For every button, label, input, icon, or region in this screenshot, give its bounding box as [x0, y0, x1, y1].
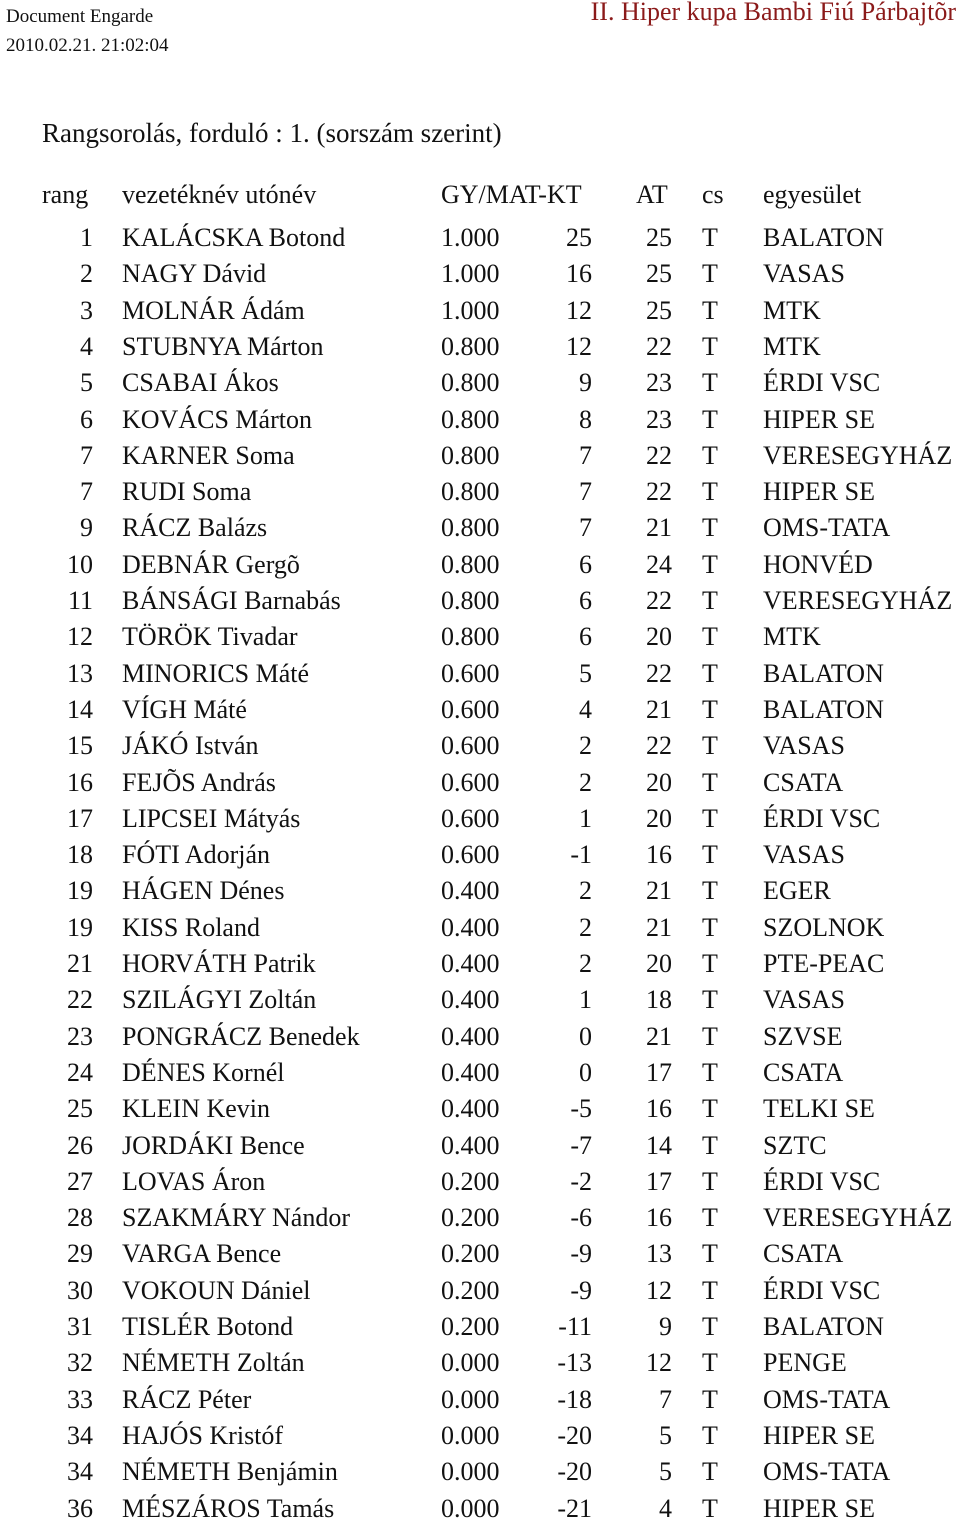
kt-cell: -18: [557, 1384, 592, 1414]
gy-mat-cell: 1.000: [441, 295, 500, 325]
gy-mat-cell: 0.000: [441, 1420, 500, 1450]
rank-cell: 25: [67, 1094, 93, 1124]
rank-cell: 10: [67, 549, 93, 579]
table-row: [0, 583, 960, 619]
kt-cell: -1: [570, 840, 592, 870]
kt-cell: 0: [579, 1057, 592, 1087]
at-cell: 22: [646, 731, 672, 761]
club-cell: MTK: [763, 331, 821, 361]
kt-cell: 12: [566, 331, 592, 361]
gy-mat-cell: 0.600: [441, 694, 500, 724]
col-club: egyesület: [763, 180, 862, 209]
kt-cell: 12: [566, 295, 592, 325]
kt-cell: -13: [557, 1348, 592, 1378]
cs-cell: T: [702, 1094, 718, 1124]
cs-cell: T: [702, 1348, 718, 1378]
gy-mat-cell: 0.400: [441, 1130, 500, 1160]
kt-cell: 7: [579, 477, 592, 507]
gy-mat-cell: 0.800: [441, 331, 500, 361]
at-cell: 20: [646, 949, 672, 978]
gy-mat-cell: 0.200: [441, 1275, 500, 1305]
print-datetime: 2010.02.21. 21:02:04: [6, 35, 169, 56]
cs-cell: T: [702, 622, 718, 652]
name-cell: JORDÁKI Bence: [122, 1130, 305, 1160]
club-cell: BALATON: [763, 223, 884, 252]
gy-mat-cell: 0.800: [441, 368, 500, 398]
table-row: [0, 765, 960, 801]
table-row: [0, 1345, 960, 1381]
gy-mat-cell: 0.200: [441, 1203, 500, 1233]
cs-cell: T: [702, 513, 718, 543]
kt-cell: -9: [570, 1275, 592, 1305]
club-cell: MTK: [763, 622, 821, 652]
gy-mat-cell: 0.200: [441, 1239, 500, 1269]
table-row: [0, 1382, 960, 1418]
rank-cell: 5: [80, 368, 93, 398]
kt-cell: 2: [579, 912, 592, 942]
at-cell: 18: [646, 985, 672, 1015]
name-cell: VOKOUN Dániel: [122, 1275, 311, 1305]
table-row: [0, 1200, 960, 1236]
club-cell: ÉRDI VSC: [763, 803, 881, 833]
rank-cell: 14: [67, 694, 93, 724]
cs-cell: T: [702, 1420, 718, 1450]
at-cell: 5: [659, 1420, 672, 1450]
rank-cell: 6: [80, 404, 93, 434]
kt-cell: 6: [579, 586, 592, 615]
cs-cell: T: [702, 876, 718, 906]
cs-cell: T: [702, 1384, 718, 1414]
gy-mat-cell: 0.800: [441, 477, 500, 507]
cs-cell: T: [702, 658, 718, 688]
table-row: [0, 1164, 960, 1200]
table-row: [0, 873, 960, 909]
at-cell: 12: [646, 1275, 672, 1305]
gy-mat-cell: 0.600: [441, 803, 500, 833]
rank-cell: 4: [80, 331, 93, 361]
gy-mat-cell: 0.400: [441, 912, 500, 942]
name-cell: HÁGEN Dénes: [122, 876, 285, 906]
rank-cell: 18: [67, 840, 93, 870]
cs-cell: T: [702, 840, 718, 870]
gy-mat-cell: 0.800: [441, 404, 500, 434]
rank-cell: 15: [67, 731, 93, 761]
club-cell: OMS-TATA: [763, 1457, 891, 1487]
name-cell: DEBNÁR Gergõ: [122, 549, 300, 579]
club-cell: PTE-PEAC: [763, 949, 885, 978]
at-cell: 21: [646, 876, 672, 906]
col-cs: cs: [702, 180, 724, 209]
gy-mat-cell: 0.800: [441, 440, 500, 470]
table-row: [0, 402, 960, 438]
rank-cell: 2: [80, 259, 93, 289]
at-cell: 22: [646, 586, 672, 615]
kt-cell: 1: [579, 985, 592, 1015]
name-cell: TÖRÖK Tivadar: [122, 622, 298, 652]
gy-mat-cell: 1.000: [441, 259, 500, 289]
club-cell: EGER: [763, 876, 831, 906]
at-cell: 22: [646, 331, 672, 361]
name-cell: MINORICS Máté: [122, 658, 310, 688]
name-cell: MÉSZÁROS Tamás: [122, 1493, 335, 1523]
club-cell: HONVÉD: [763, 549, 873, 579]
cs-cell: T: [702, 1275, 718, 1305]
rank-cell: 1: [80, 223, 93, 252]
club-cell: BALATON: [763, 1312, 884, 1341]
club-cell: OMS-TATA: [763, 513, 891, 543]
name-cell: SZILÁGYI Zoltán: [122, 985, 317, 1015]
table-row: [0, 1454, 960, 1490]
cs-cell: T: [702, 259, 718, 289]
kt-cell: -20: [557, 1457, 592, 1487]
at-cell: 12: [646, 1348, 672, 1378]
table-row: [0, 946, 960, 982]
kt-cell: 2: [579, 767, 592, 797]
app-name-text: Document Engarde: [6, 6, 154, 27]
at-cell: 21: [646, 513, 672, 543]
name-cell: RÁCZ Péter: [122, 1384, 252, 1414]
gy-mat-cell: 0.800: [441, 586, 500, 615]
kt-cell: 2: [579, 876, 592, 906]
gy-mat-cell: 0.600: [441, 731, 500, 761]
club-cell: ÉRDI VSC: [763, 1275, 881, 1305]
club-cell: TELKI SE: [763, 1094, 875, 1124]
at-cell: 25: [646, 295, 672, 325]
cs-cell: T: [702, 586, 718, 615]
club-cell: CSATA: [763, 767, 844, 797]
club-cell: CSATA: [763, 1057, 844, 1087]
cs-cell: T: [702, 1021, 718, 1051]
rank-cell: 16: [67, 767, 93, 797]
gy-mat-cell: 0.000: [441, 1493, 500, 1523]
gy-mat-cell: 0.600: [441, 767, 500, 797]
cs-cell: T: [702, 985, 718, 1015]
table-row: [0, 1055, 960, 1091]
rank-cell: 19: [67, 876, 93, 906]
rank-cell: 22: [67, 985, 93, 1015]
name-cell: KISS Roland: [122, 912, 260, 942]
gy-mat-cell: 0.000: [441, 1384, 500, 1414]
name-cell: JÁKÓ István: [122, 731, 259, 761]
kt-cell: 9: [579, 368, 592, 398]
club-cell: HIPER SE: [763, 477, 875, 507]
kt-cell: 7: [579, 440, 592, 470]
subtitle: Rangsorolás, forduló : 1. (sorszám szerint): [42, 118, 502, 148]
name-cell: KALÁCSKA Botond: [122, 223, 346, 252]
club-cell: VASAS: [763, 985, 845, 1015]
gy-mat-cell: 0.000: [441, 1348, 500, 1378]
club-cell: VASAS: [763, 840, 845, 870]
name-cell: NAGY Dávid: [122, 259, 267, 289]
table-row: [0, 293, 960, 329]
kt-cell: -20: [557, 1420, 592, 1450]
cs-cell: T: [702, 1239, 718, 1269]
gy-mat-cell: 0.800: [441, 549, 500, 579]
gy-mat-cell: 0.200: [441, 1166, 500, 1196]
club-cell: VERESEGYHÁZ: [763, 1203, 953, 1233]
cs-cell: T: [702, 1493, 718, 1523]
name-cell: KLEIN Kevin: [122, 1094, 271, 1124]
at-cell: 16: [646, 840, 672, 870]
name-cell: STUBNYA Márton: [122, 331, 324, 361]
club-cell: SZOLNOK: [763, 912, 885, 942]
club-cell: MTK: [763, 295, 821, 325]
gy-mat-cell: 0.400: [441, 1057, 500, 1087]
club-cell: PENGE: [763, 1348, 847, 1378]
name-cell: HORVÁTH Patrik: [122, 949, 316, 978]
club-cell: HIPER SE: [763, 1493, 875, 1523]
col-at: AT: [636, 180, 668, 209]
rank-cell: 9: [80, 513, 93, 543]
cs-cell: T: [702, 295, 718, 325]
table-row: [0, 1019, 960, 1055]
club-cell: HIPER SE: [763, 404, 875, 434]
at-cell: 21: [646, 912, 672, 942]
name-cell: PONGRÁCZ Benedek: [122, 1021, 360, 1051]
table-row: [0, 1309, 960, 1345]
rank-cell: 24: [67, 1057, 93, 1087]
cs-cell: T: [702, 331, 718, 361]
at-cell: 14: [646, 1130, 672, 1160]
table-row: [0, 728, 960, 764]
gy-mat-cell: 1.000: [441, 223, 500, 252]
name-cell: FEJÕS András: [122, 767, 276, 797]
table-row: [0, 1418, 960, 1454]
at-cell: 17: [646, 1057, 672, 1087]
cs-cell: T: [702, 1166, 718, 1196]
at-cell: 21: [646, 694, 672, 724]
kt-cell: 4: [579, 694, 592, 724]
table-row: [0, 1491, 960, 1527]
cs-cell: T: [702, 949, 718, 978]
table-row: [0, 1128, 960, 1164]
cs-cell: T: [702, 694, 718, 724]
table-row: [0, 220, 960, 256]
rank-cell: 21: [67, 949, 93, 978]
table-row: [0, 692, 960, 728]
rank-cell: 26: [67, 1130, 93, 1160]
kt-cell: 8: [579, 404, 592, 434]
name-cell: VARGA Bence: [122, 1239, 282, 1269]
rank-cell: 31: [67, 1312, 93, 1341]
name-cell: SZAKMÁRY Nándor: [122, 1203, 350, 1233]
name-cell: LIPCSEI Mátyás: [122, 803, 301, 833]
kt-cell: -7: [570, 1130, 592, 1160]
kt-cell: 25: [566, 223, 592, 252]
kt-cell: -9: [570, 1239, 592, 1269]
table-row: [0, 329, 960, 365]
name-cell: NÉMETH Zoltán: [122, 1348, 305, 1378]
rank-cell: 34: [67, 1420, 93, 1450]
cs-cell: T: [702, 368, 718, 398]
gy-mat-cell: 0.800: [441, 622, 500, 652]
rank-cell: 7: [80, 440, 93, 470]
at-cell: 22: [646, 658, 672, 688]
rank-cell: 27: [67, 1166, 93, 1196]
table-row: [0, 801, 960, 837]
at-cell: 25: [646, 223, 672, 252]
table-row: [0, 982, 960, 1018]
name-cell: MOLNÁR Ádám: [122, 295, 305, 325]
table-row: [0, 474, 960, 510]
kt-cell: -6: [570, 1203, 592, 1233]
club-cell: SZVSE: [763, 1021, 843, 1051]
club-cell: ÉRDI VSC: [763, 368, 881, 398]
rank-cell: 32: [67, 1348, 93, 1378]
at-cell: 23: [646, 404, 672, 434]
name-cell: KARNER Soma: [122, 440, 295, 470]
at-cell: 7: [659, 1384, 672, 1414]
name-cell: FÓTI Adorján: [122, 840, 271, 870]
gy-mat-cell: 0.200: [441, 1312, 500, 1341]
rank-cell: 19: [67, 912, 93, 942]
table-row: [0, 365, 960, 401]
club-cell: OMS-TATA: [763, 1384, 891, 1414]
rank-cell: 23: [67, 1021, 93, 1051]
rank-cell: 33: [67, 1384, 93, 1414]
cs-cell: T: [702, 549, 718, 579]
at-cell: 17: [646, 1166, 672, 1196]
kt-cell: 16: [566, 259, 592, 289]
gy-mat-cell: 0.600: [441, 658, 500, 688]
gy-mat-cell: 0.400: [441, 1021, 500, 1051]
name-cell: RÁCZ Balázs: [122, 513, 268, 543]
name-cell: BÁNSÁGI Barnabás: [122, 586, 341, 615]
table-row: [0, 619, 960, 655]
name-cell: HAJÓS Kristóf: [122, 1420, 284, 1450]
table-row: [0, 1091, 960, 1127]
cs-cell: T: [702, 477, 718, 507]
kt-cell: -5: [570, 1094, 592, 1124]
col-gy-mat-kt: GY/MAT-KT: [441, 180, 582, 209]
cs-cell: T: [702, 1457, 718, 1487]
cs-cell: T: [702, 404, 718, 434]
name-cell: TISLÉR Botond: [122, 1312, 294, 1341]
kt-cell: -11: [558, 1312, 592, 1341]
club-cell: VERESEGYHÁZ: [763, 586, 953, 615]
name-cell: VÍGH Máté: [122, 694, 247, 724]
name-cell: CSABAI Ákos: [122, 368, 279, 398]
cs-cell: T: [702, 1057, 718, 1087]
cs-cell: T: [702, 1130, 718, 1160]
kt-cell: -2: [570, 1166, 592, 1196]
rank-cell: 28: [67, 1203, 93, 1233]
rank-cell: 13: [67, 658, 93, 688]
at-cell: 16: [646, 1094, 672, 1124]
table-row: [0, 438, 960, 474]
gy-mat-cell: 0.600: [441, 840, 500, 870]
at-cell: 20: [646, 622, 672, 652]
table-row: [0, 1236, 960, 1272]
at-cell: 13: [646, 1239, 672, 1269]
cs-cell: T: [702, 1203, 718, 1233]
name-cell: LOVAS Áron: [122, 1166, 266, 1196]
club-cell: SZTC: [763, 1130, 827, 1160]
kt-cell: 2: [579, 949, 592, 978]
at-cell: 25: [646, 259, 672, 289]
table-row: [0, 910, 960, 946]
name-cell: DÉNES Kornél: [122, 1057, 285, 1087]
at-cell: 24: [646, 549, 672, 579]
at-cell: 20: [646, 803, 672, 833]
table-row: [0, 1273, 960, 1309]
kt-cell: 5: [579, 658, 592, 688]
rank-cell: 11: [67, 586, 93, 615]
kt-cell: 0: [579, 1021, 592, 1051]
club-cell: CSATA: [763, 1239, 844, 1269]
club-cell: VASAS: [763, 731, 845, 761]
at-cell: 16: [646, 1203, 672, 1233]
gy-mat-cell: 0.400: [441, 949, 500, 978]
cs-cell: T: [702, 223, 718, 252]
at-cell: 4: [659, 1493, 672, 1523]
name-cell: NÉMETH Benjámin: [122, 1457, 338, 1487]
rank-cell: 30: [67, 1275, 93, 1305]
at-cell: 22: [646, 440, 672, 470]
col-rang: rang: [42, 180, 89, 209]
table-row: [0, 510, 960, 546]
col-name: vezetéknév utónév: [122, 180, 317, 209]
kt-cell: -21: [557, 1493, 592, 1523]
kt-cell: 1: [579, 803, 592, 833]
cs-cell: T: [702, 440, 718, 470]
kt-cell: 6: [579, 622, 592, 652]
gy-mat-cell: 0.400: [441, 985, 500, 1015]
at-cell: 22: [646, 477, 672, 507]
cs-cell: T: [702, 731, 718, 761]
table-row: [0, 256, 960, 292]
gy-mat-cell: 0.800: [441, 513, 500, 543]
gy-mat-cell: 0.400: [441, 876, 500, 906]
club-cell: VERESEGYHÁZ: [763, 440, 953, 470]
page-title: II. Hiper kupa Bambi Fiú Párbajtõr: [590, 0, 956, 26]
kt-cell: 7: [579, 513, 592, 543]
cs-cell: T: [702, 767, 718, 797]
name-cell: KOVÁCS Márton: [122, 404, 312, 434]
rank-cell: 36: [67, 1493, 93, 1523]
kt-cell: 6: [579, 549, 592, 579]
rank-cell: 7: [80, 477, 93, 507]
at-cell: 9: [659, 1312, 672, 1341]
at-cell: 23: [646, 368, 672, 398]
rank-cell: 17: [67, 803, 93, 833]
cs-cell: T: [702, 1312, 718, 1341]
club-cell: ÉRDI VSC: [763, 1166, 881, 1196]
at-cell: 20: [646, 767, 672, 797]
cs-cell: T: [702, 803, 718, 833]
club-cell: HIPER SE: [763, 1420, 875, 1450]
rank-cell: 34: [67, 1457, 93, 1487]
table-row: [0, 656, 960, 692]
rank-cell: 12: [67, 622, 93, 652]
table-row: [0, 837, 960, 873]
rank-cell: 29: [67, 1239, 93, 1269]
gy-mat-cell: 0.400: [441, 1094, 500, 1124]
club-cell: BALATON: [763, 658, 884, 688]
cs-cell: T: [702, 912, 718, 942]
at-cell: 21: [646, 1021, 672, 1051]
club-cell: VASAS: [763, 259, 845, 289]
at-cell: 5: [659, 1457, 672, 1487]
name-cell: RUDI Soma: [122, 477, 252, 507]
table-row: [0, 547, 960, 583]
club-cell: BALATON: [763, 694, 884, 724]
kt-cell: 2: [579, 731, 592, 761]
rank-cell: 3: [80, 295, 93, 325]
gy-mat-cell: 0.000: [441, 1457, 500, 1487]
app-name: [6, 2, 169, 60]
